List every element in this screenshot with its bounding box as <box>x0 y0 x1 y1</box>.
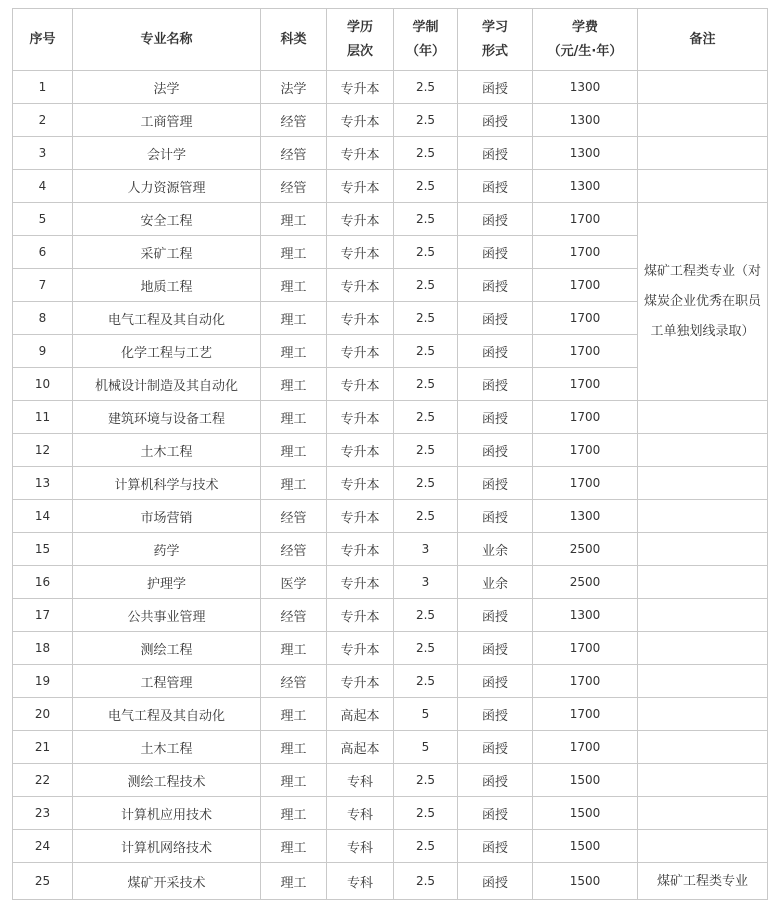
cell-remark <box>638 764 768 797</box>
cell-level: 专科 <box>327 830 394 863</box>
cell-mode: 函授 <box>458 665 533 698</box>
cell-fee: 2500 <box>533 566 638 599</box>
cell-duration: 2.5 <box>394 170 458 203</box>
cell-level: 专升本 <box>327 302 394 335</box>
cell-level: 专升本 <box>327 500 394 533</box>
cell-level: 专升本 <box>327 401 394 434</box>
header-fee-line2: （元/生·年） <box>547 43 623 59</box>
cell-duration: 2.5 <box>394 401 458 434</box>
cell-remark <box>638 665 768 698</box>
cell-duration: 3 <box>394 566 458 599</box>
cell-level: 专科 <box>327 863 394 900</box>
cell-no: 18 <box>13 632 73 665</box>
cell-major: 电气工程及其自动化 <box>73 302 261 335</box>
header-fee <box>533 9 638 71</box>
table-row <box>13 566 768 599</box>
cell-fee: 1700 <box>533 203 638 236</box>
cell-category: 理工 <box>261 764 327 797</box>
cell-mode: 函授 <box>458 632 533 665</box>
header-duration-line2: （年） <box>405 43 445 59</box>
table-row <box>13 632 768 665</box>
cell-level: 专升本 <box>327 71 394 104</box>
cell-mode: 业余 <box>458 566 533 599</box>
table-row <box>13 764 768 797</box>
cell-fee: 1700 <box>533 302 638 335</box>
cell-category: 经管 <box>261 599 327 632</box>
cell-fee: 1700 <box>533 434 638 467</box>
table-row <box>13 71 768 104</box>
cell-category: 经管 <box>261 533 327 566</box>
cell-mode: 函授 <box>458 269 533 302</box>
cell-category: 经管 <box>261 104 327 137</box>
cell-fee: 1700 <box>533 698 638 731</box>
cell-category: 理工 <box>261 434 327 467</box>
cell-major: 电气工程及其自动化 <box>73 698 261 731</box>
cell-major: 市场营销 <box>73 500 261 533</box>
cell-mode: 函授 <box>458 500 533 533</box>
cell-mode: 函授 <box>458 335 533 368</box>
cell-no: 6 <box>13 236 73 269</box>
table-row <box>13 863 768 900</box>
cell-duration: 2.5 <box>394 500 458 533</box>
cell-major: 机械设计制造及其自动化 <box>73 368 261 401</box>
cell-mode: 函授 <box>458 71 533 104</box>
table-row <box>13 533 768 566</box>
cell-level: 专升本 <box>327 467 394 500</box>
cell-level: 专升本 <box>327 599 394 632</box>
cell-no: 22 <box>13 764 73 797</box>
cell-major: 药学 <box>73 533 261 566</box>
cell-no: 14 <box>13 500 73 533</box>
cell-fee: 1700 <box>533 467 638 500</box>
header-row <box>13 9 768 71</box>
cell-fee: 1300 <box>533 137 638 170</box>
cell-level: 专升本 <box>327 533 394 566</box>
header-duration-line1: 学制 <box>412 19 439 35</box>
cell-no: 8 <box>13 302 73 335</box>
table-row <box>13 797 768 830</box>
cell-major: 会计学 <box>73 137 261 170</box>
cell-remark <box>638 170 768 203</box>
header-mode-line1: 学习 <box>481 19 508 35</box>
cell-no: 4 <box>13 170 73 203</box>
cell-remark <box>638 104 768 137</box>
cell-no: 25 <box>13 863 73 900</box>
cell-major: 工商管理 <box>73 104 261 137</box>
cell-fee: 1300 <box>533 170 638 203</box>
cell-no: 24 <box>13 830 73 863</box>
cell-remark <box>638 698 768 731</box>
cell-major: 安全工程 <box>73 203 261 236</box>
table-row <box>13 500 768 533</box>
cell-major: 化学工程与工艺 <box>73 335 261 368</box>
table-row <box>13 434 768 467</box>
cell-category: 理工 <box>261 302 327 335</box>
cell-level: 专升本 <box>327 170 394 203</box>
cell-category: 医学 <box>261 566 327 599</box>
cell-category: 经管 <box>261 665 327 698</box>
header-level-line1: 学历 <box>346 19 373 35</box>
cell-mode: 函授 <box>458 467 533 500</box>
cell-fee: 1300 <box>533 599 638 632</box>
cell-duration: 2.5 <box>394 830 458 863</box>
cell-duration: 2.5 <box>394 137 458 170</box>
table-row <box>13 665 768 698</box>
table-row <box>13 599 768 632</box>
cell-category: 理工 <box>261 731 327 764</box>
cell-major: 计算机网络技术 <box>73 830 261 863</box>
table-row <box>13 203 768 236</box>
cell-duration: 2.5 <box>394 797 458 830</box>
cell-fee: 1700 <box>533 335 638 368</box>
cell-mode: 函授 <box>458 731 533 764</box>
cell-major: 公共事业管理 <box>73 599 261 632</box>
cell-mode: 函授 <box>458 830 533 863</box>
cell-category: 理工 <box>261 401 327 434</box>
cell-mode: 函授 <box>458 203 533 236</box>
cell-major: 计算机应用技术 <box>73 797 261 830</box>
cell-category: 经管 <box>261 170 327 203</box>
cell-category: 理工 <box>261 863 327 900</box>
header-remark: 备注 <box>638 9 768 71</box>
cell-duration: 2.5 <box>394 599 458 632</box>
cell-duration: 2.5 <box>394 71 458 104</box>
cell-no: 15 <box>13 533 73 566</box>
header-fee-line1: 学费 <box>571 19 598 35</box>
cell-level: 专升本 <box>327 269 394 302</box>
cell-level: 专升本 <box>327 368 394 401</box>
cell-no: 12 <box>13 434 73 467</box>
cell-category: 法学 <box>261 71 327 104</box>
table-row <box>13 401 768 434</box>
header-no: 序号 <box>13 9 73 71</box>
cell-category: 理工 <box>261 632 327 665</box>
cell-level: 高起本 <box>327 731 394 764</box>
cell-remark <box>638 467 768 500</box>
header-level <box>327 9 394 71</box>
cell-remark <box>638 401 768 434</box>
cell-duration: 2.5 <box>394 269 458 302</box>
cell-remark <box>638 566 768 599</box>
cell-duration: 2.5 <box>394 764 458 797</box>
cell-category: 理工 <box>261 335 327 368</box>
cell-duration: 2.5 <box>394 434 458 467</box>
header-mode-line2: 形式 <box>481 43 508 59</box>
cell-duration: 3 <box>394 533 458 566</box>
cell-major: 煤矿开采技术 <box>73 863 261 900</box>
cell-remark <box>638 500 768 533</box>
cell-category: 经管 <box>261 500 327 533</box>
cell-mode: 函授 <box>458 764 533 797</box>
cell-level: 专科 <box>327 797 394 830</box>
cell-duration: 2.5 <box>394 665 458 698</box>
cell-major: 建筑环境与设备工程 <box>73 401 261 434</box>
cell-fee: 1500 <box>533 764 638 797</box>
cell-fee: 1300 <box>533 500 638 533</box>
cell-no: 9 <box>13 335 73 368</box>
cell-no: 2 <box>13 104 73 137</box>
cell-level: 高起本 <box>327 698 394 731</box>
cell-major: 工程管理 <box>73 665 261 698</box>
cell-mode: 函授 <box>458 302 533 335</box>
cell-no: 10 <box>13 368 73 401</box>
cell-category: 理工 <box>261 368 327 401</box>
cell-duration: 2.5 <box>394 203 458 236</box>
cell-remark <box>638 731 768 764</box>
cell-level: 专科 <box>327 764 394 797</box>
cell-fee: 1500 <box>533 797 638 830</box>
cell-no: 11 <box>13 401 73 434</box>
cell-category: 理工 <box>261 203 327 236</box>
header-duration <box>394 9 458 71</box>
cell-level: 专升本 <box>327 566 394 599</box>
cell-duration: 2.5 <box>394 104 458 137</box>
cell-mode: 函授 <box>458 137 533 170</box>
cell-remark <box>638 533 768 566</box>
cell-fee: 1700 <box>533 368 638 401</box>
cell-no: 20 <box>13 698 73 731</box>
cell-category: 理工 <box>261 467 327 500</box>
cell-level: 专升本 <box>327 137 394 170</box>
cell-major: 地质工程 <box>73 269 261 302</box>
cell-duration: 2.5 <box>394 335 458 368</box>
cell-duration: 2.5 <box>394 236 458 269</box>
cell-duration: 2.5 <box>394 632 458 665</box>
cell-mode: 函授 <box>458 368 533 401</box>
cell-mode: 函授 <box>458 104 533 137</box>
cell-mode: 函授 <box>458 599 533 632</box>
cell-no: 17 <box>13 599 73 632</box>
table-row <box>13 830 768 863</box>
cell-remark <box>638 632 768 665</box>
cell-mode: 函授 <box>458 401 533 434</box>
cell-major: 计算机科学与技术 <box>73 467 261 500</box>
table-row <box>13 137 768 170</box>
cell-major: 护理学 <box>73 566 261 599</box>
cell-no: 23 <box>13 797 73 830</box>
cell-fee: 1300 <box>533 71 638 104</box>
cell-remark <box>638 599 768 632</box>
header-category: 科类 <box>261 9 327 71</box>
cell-level: 专升本 <box>327 203 394 236</box>
table-row <box>13 467 768 500</box>
cell-fee: 1700 <box>533 731 638 764</box>
table-row <box>13 170 768 203</box>
cell-level: 专升本 <box>327 434 394 467</box>
cell-category: 经管 <box>261 137 327 170</box>
cell-level: 专升本 <box>327 665 394 698</box>
cell-mode: 函授 <box>458 797 533 830</box>
cell-no: 5 <box>13 203 73 236</box>
table-row <box>13 698 768 731</box>
cell-remark: 煤矿工程类专业（对煤炭企业优秀在职员工单独划线录取） <box>638 203 768 401</box>
cell-no: 7 <box>13 269 73 302</box>
table-body <box>13 71 768 900</box>
cell-no: 19 <box>13 665 73 698</box>
cell-level: 专升本 <box>327 632 394 665</box>
cell-major: 测绘工程 <box>73 632 261 665</box>
header-level-line2: 层次 <box>346 43 373 59</box>
cell-no: 21 <box>13 731 73 764</box>
cell-remark <box>638 137 768 170</box>
cell-category: 理工 <box>261 269 327 302</box>
cell-no: 3 <box>13 137 73 170</box>
cell-major: 土木工程 <box>73 434 261 467</box>
cell-fee: 1700 <box>533 269 638 302</box>
cell-mode: 函授 <box>458 863 533 900</box>
cell-no: 13 <box>13 467 73 500</box>
cell-category: 理工 <box>261 797 327 830</box>
cell-level: 专升本 <box>327 236 394 269</box>
cell-major: 土木工程 <box>73 731 261 764</box>
cell-no: 1 <box>13 71 73 104</box>
cell-remark <box>638 797 768 830</box>
cell-duration: 2.5 <box>394 467 458 500</box>
header-major: 专业名称 <box>73 9 261 71</box>
cell-fee: 1700 <box>533 236 638 269</box>
cell-fee: 2500 <box>533 533 638 566</box>
cell-duration: 2.5 <box>394 302 458 335</box>
cell-fee: 1500 <box>533 830 638 863</box>
cell-remark <box>638 830 768 863</box>
majors-table <box>12 8 768 900</box>
cell-fee: 1700 <box>533 632 638 665</box>
cell-remark: 煤矿工程类专业 <box>638 863 768 900</box>
cell-major: 测绘工程技术 <box>73 764 261 797</box>
cell-major: 采矿工程 <box>73 236 261 269</box>
cell-category: 理工 <box>261 236 327 269</box>
cell-mode: 业余 <box>458 533 533 566</box>
cell-fee: 1300 <box>533 104 638 137</box>
cell-level: 专升本 <box>327 104 394 137</box>
cell-major: 人力资源管理 <box>73 170 261 203</box>
table-row <box>13 104 768 137</box>
cell-level: 专升本 <box>327 335 394 368</box>
cell-duration: 5 <box>394 731 458 764</box>
cell-duration: 2.5 <box>394 368 458 401</box>
cell-mode: 函授 <box>458 236 533 269</box>
cell-duration: 2.5 <box>394 863 458 900</box>
cell-mode: 函授 <box>458 698 533 731</box>
cell-fee: 1700 <box>533 401 638 434</box>
cell-mode: 函授 <box>458 434 533 467</box>
cell-mode: 函授 <box>458 170 533 203</box>
cell-major: 法学 <box>73 71 261 104</box>
cell-no: 16 <box>13 566 73 599</box>
cell-fee: 1500 <box>533 863 638 900</box>
cell-duration: 5 <box>394 698 458 731</box>
cell-remark <box>638 434 768 467</box>
cell-category: 理工 <box>261 698 327 731</box>
table-row <box>13 731 768 764</box>
cell-fee: 1700 <box>533 665 638 698</box>
cell-remark <box>638 71 768 104</box>
header-mode <box>458 9 533 71</box>
cell-category: 理工 <box>261 830 327 863</box>
